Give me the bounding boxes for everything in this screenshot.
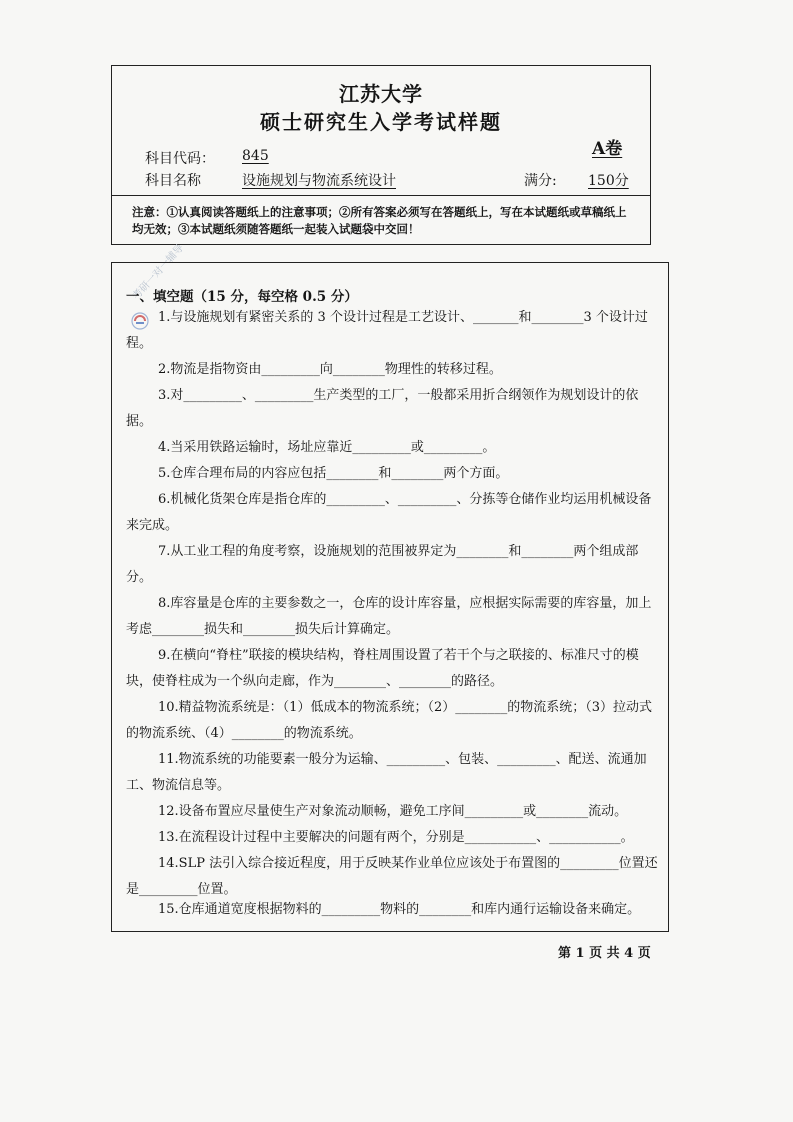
question-item: 7.从工业工程的角度考察，设施规划的范围被界定为________和________两个组成部分。 (126, 544, 639, 585)
subject-code-value: 845 (242, 148, 269, 164)
subject-code-label: 科目代码： (145, 151, 215, 167)
question-item: 15.仓库通道宽度根据物料的_________物料的________和库内通行运输设备来确定。 (158, 902, 641, 917)
question-item: 8.库容量是仓库的主要参数之一，仓库的设计库容量，应根据实际需要的库容量，加上考虑________损失和________损失后计算确定。 (126, 596, 652, 637)
question-section (111, 262, 669, 932)
question-item: 13.在流程设计过程中主要解决的问题有两个，分别是___________、___________。 (158, 830, 634, 845)
university-name: 江苏大学 (339, 82, 423, 106)
question-item: 4.当采用铁路运输时，场址应靠近_________或_________。 (158, 440, 496, 455)
exam-title: 硕士研究生入学考试样题 (260, 110, 502, 134)
question-item: 6.机械化货架仓库是指仓库的_________、_________、分拣等仓储作业均运用机械设备来完成。 (126, 492, 652, 533)
full-score-value: 150分 (588, 173, 629, 189)
notice-text: 注意：①认真阅读答题纸上的注意事项；②所有答案必须写在答题纸上，写在本试题纸或草稿纸上均无效；③本试题纸须随答题纸一起装入试题袋中交回！ (132, 205, 627, 236)
subject-name-value: 设施规划与物流系统设计 (242, 173, 396, 189)
question-item: 2.物流是指物资由_________向________物理性的转移过程。 (158, 362, 502, 377)
subject-name-label: 科目名称 (145, 173, 201, 189)
question-item: 10.精益物流系统是：（1）低成本的物流系统；（2）________的物流系统；（3）拉动式的物流系统、（4）________的物流系统。 (126, 700, 652, 741)
exam-header (111, 65, 651, 195)
question-item: 12.设备布置应尽量使生产对象流动顺畅，避免工序间_________或________流动。 (158, 804, 628, 819)
section-title: 一、填空题（15 分，每空格 0.5 分） (126, 289, 358, 305)
page-number: 第 1 页 共 4 页 (558, 946, 651, 961)
question-item: 3.对_________、_________生产类型的工厂，一般都采用折合纲领作为规划设计的依据。 (126, 388, 639, 429)
question-item: 14.SLP 法引入综合接近程度，用于反映某作业单位应该处于布置图的_________位置还是_________位置。 (126, 856, 658, 897)
full-score-label: 满分: (524, 173, 557, 189)
question-item: 5.仓库合理布局的内容应包括________和________两个方面。 (158, 466, 509, 481)
watermark-text: 考研一对一辅导 (130, 242, 186, 303)
question-item: 1.与设施规划有紧密关系的 3 个设计过程是工艺设计、_______和________3 个设计过程。 (126, 310, 648, 351)
question-item: 9.在横向“脊柱”联接的模块结构，脊柱周围设置了若干个与之联接的、标准尺寸的模块，使脊柱成为一个纵向走廊，作为________、________的路径。 (126, 648, 639, 689)
question-item: 11.物流系统的功能要素一般分为运输、_________、包装、_________、配送、流通加工、物流信息等。 (126, 752, 647, 793)
paper-label: A卷 (592, 139, 623, 159)
